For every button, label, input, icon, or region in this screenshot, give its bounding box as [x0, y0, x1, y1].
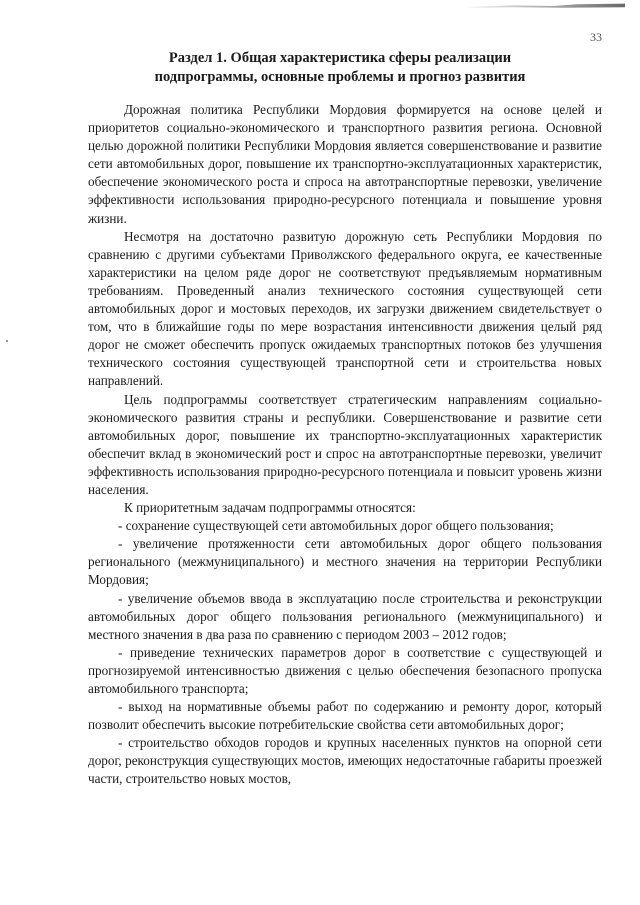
paragraph: Несмотря на достаточно развитую дорожную сеть Республики Мордовия по сравнению с другими субъектами Приволжского федерального округа, ее качественные характеристики на целом ряде дорог не соответствуют предъявляемым нормативным требованиям. Проведенный анализ технического состояния существующей сети автомобильных дорог и мостовых переходов, их загрузки движением свидетельствует о том, что в ближайшие годы по мере возрастания интенсивности движения целый ряд дорог не сможет обеспечить пропуск ожидаемых транспортных потоков без улучшения технического состояния существующей транспортной сети и строительства новых направлений. — [88, 228, 602, 389]
section-heading-line-2: подпрограммы, основные проблемы и прогноз развития — [154, 69, 526, 85]
task-list-item: - выход на нормативные объемы работ по содержанию и ремонту дорог, который позволит обеспечить высокие потребительские свойства сети автомобильных дорог; — [88, 699, 602, 733]
page-number: 33 — [590, 30, 602, 44]
scan-speck — [6, 340, 8, 342]
task-list-item: - увеличение протяженности сети автомобильных дорог общего пользования регионального (межмуниципального) и местного значения на территории Республики Мордовия; — [88, 536, 602, 588]
section-heading-line-1: Раздел 1. Общая характеристика сферы реализации — [168, 50, 512, 66]
task-list-item: - сохранение существующей сети автомобильных дорог общего пользования; — [118, 518, 554, 534]
paragraph: Дорожная политика Республики Мордовия формируется на основе целей и приоритетов социально-экономического и транспортного развития региона. Основной целью дорожной политики Республики Мордовия является совершенствование и развитие сети автомобильных дорог, повышение их транспортно-эксплуатационных характеристик, обеспечение экономического роста и спроса на автотранспортные перевозки, увеличение эффективности использования природно-ресурсного потенциала и повышение уровня жизни. — [88, 102, 602, 226]
task-list-item: - строительство обходов городов и крупных населенных пунктов на опорной сети дорог, реконструкция существующих мостов, имеющих недостаточные габариты проезжей части, строительство новых мостов, — [88, 735, 602, 787]
paragraph: К приоритетным задачам подпрограммы относятся: — [124, 500, 416, 516]
task-list-item: - приведение технических параметров дорог в соответствие с существующей и прогнозируемой интенсивностью движения с целью обеспечения безопасного пропуска автомобильного транспорта; — [88, 644, 602, 696]
document-body — [88, 101, 602, 789]
task-list-item: - увеличение объемов ввода в эксплуатацию после строительства и реконструкции автомобильных дорог общего пользования регионального (межмуниципального) и местного значения в два раза по сравнению с периодом 2003 – 2012 годов; — [88, 590, 602, 642]
paragraph: Цель подпрограммы соответствует стратегическим направлениям социально-экономического развития страны и республики. Совершенствование и развитие сети автомобильных дорог, повышение их транспортно-эксплуатационных характеристик обеспечит вклад в экономический рост и спрос на автотранспортные перевозки, увеличит эффективность использования природно-ресурсного потенциала и повысит уровень жизни населения. — [88, 391, 602, 497]
scan-artifact — [465, 3, 625, 9]
section-heading — [88, 49, 592, 87]
